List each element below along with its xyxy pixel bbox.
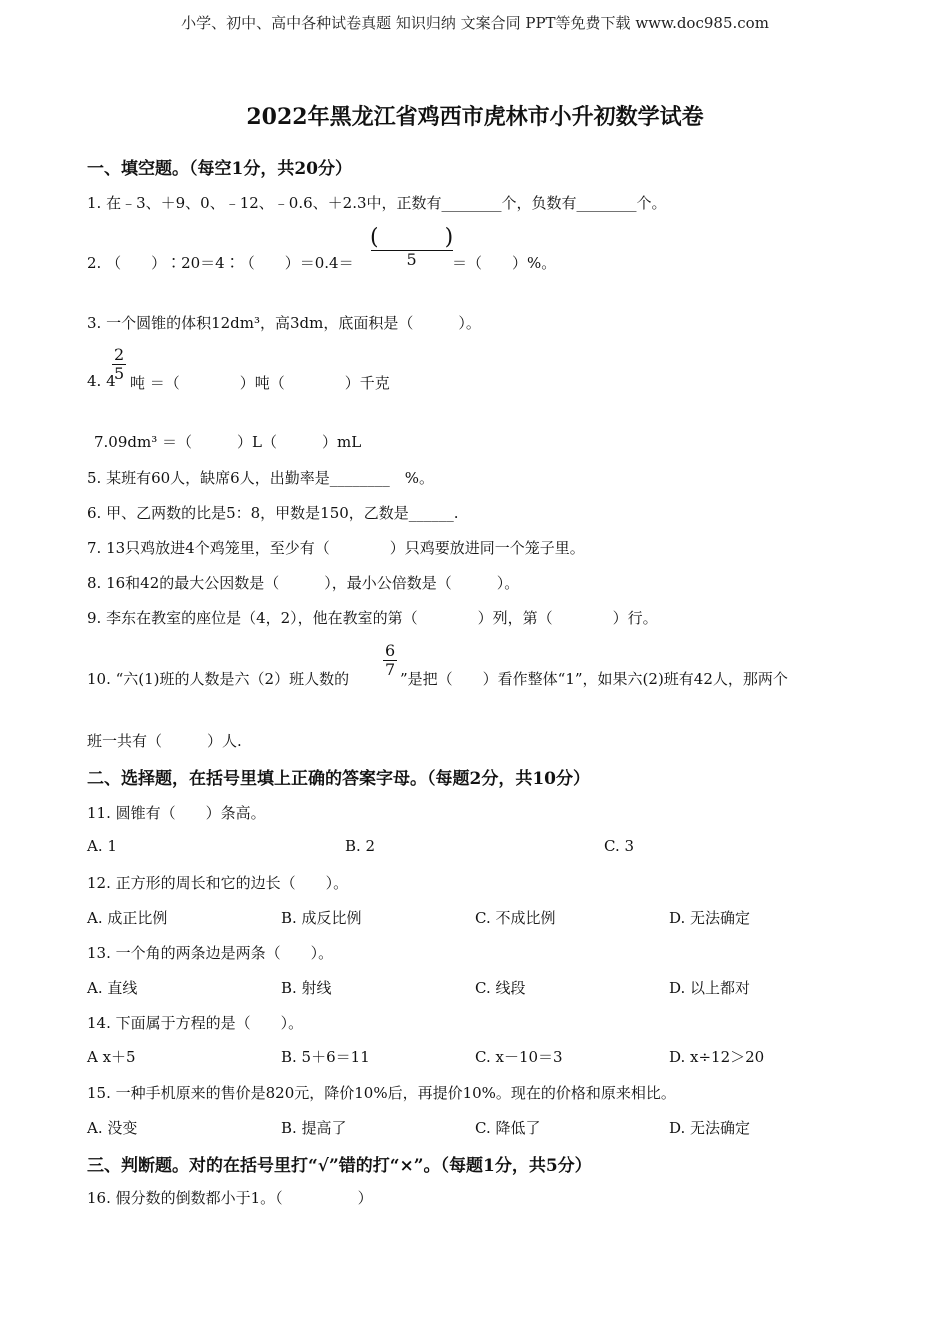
fraction-denominator: 5 [114, 363, 125, 383]
fraction-numerator: ( ) [370, 225, 454, 250]
question-13: 13. 一个角的两条边是两条（ ）。 [87, 944, 334, 962]
option-c: C. 线段 [475, 979, 526, 997]
question-4-prefix: 4. 4 [87, 372, 116, 390]
section-choice: 二、选择题，在括号里填上正确的答案字母。（每题2分，共10分） [87, 769, 590, 789]
question-16: 16. 假分数的倒数都小于1。（ ） [87, 1189, 373, 1207]
fraction-numerator: 2 [114, 345, 125, 364]
section-fill-blank: 一、填空题。（每空1分，共20分） [87, 159, 352, 179]
option-a: A. 没变 [87, 1119, 138, 1137]
option-c: C. 不成比例 [475, 909, 556, 927]
option-c: C. x－10＝3 [475, 1048, 563, 1066]
question-7: 7. 13只鸡放进4个鸡笼里，至少有（ ）只鸡要放进同一个笼子里。 [87, 539, 585, 557]
fraction-numerator: 6 [385, 641, 396, 660]
fraction-denominator: 7 [385, 659, 396, 679]
question-15: 15. 一种手机原来的售价是820元，降价10%后，再提价10%。现在的价格和原来相比。 [87, 1084, 676, 1102]
question-6: 6. 甲、乙两数的比是5：8，甲数是150，乙数是______. [87, 504, 459, 522]
option-b: B. 射线 [281, 979, 332, 997]
option-d: D. x÷12＞20 [669, 1048, 765, 1066]
question-8: 8. 16和42的最大公因数是（ ），最小公倍数是（ ）。 [87, 574, 520, 592]
question-4-line2: 7.09dm³ ＝（ ）L（ ）mL [94, 433, 362, 451]
question-3: 3. 一个圆锥的体积12dm³，高3dm，底面积是（ ）。 [87, 314, 481, 332]
option-b: B. 2 [345, 837, 376, 855]
question-2-fraction [368, 226, 455, 269]
option-b: B. 提高了 [281, 1119, 347, 1137]
question-4-rest: 吨 ＝（ ）吨（ ）千克 [130, 374, 390, 392]
page-header: 小学、初中、高中各种试卷真题 知识归纳 文案合同 PPT等免费下载 www.doc985.com [181, 14, 769, 32]
question-12: 12. 正方形的周长和它的边长（ ）。 [87, 874, 349, 892]
option-b: B. 5＋6＝11 [281, 1048, 370, 1066]
question-5: 5. 某班有60人，缺席6人，出勤率是________ %。 [87, 469, 434, 487]
option-c: C. 降低了 [475, 1119, 541, 1137]
section-true-false: 三、判断题。对的在括号里打“√”错的打“×”。（每题1分，共5分） [87, 1156, 592, 1176]
option-d: D. 以上都对 [669, 979, 751, 997]
question-14: 14. 下面属于方程的是（ ）。 [87, 1014, 304, 1032]
option-a: A. 1 [87, 837, 117, 855]
option-a: A. 直线 [87, 979, 138, 997]
question-11: 11. 圆锥有（ ）条高。 [87, 804, 266, 822]
option-a: A. 成正比例 [87, 909, 168, 927]
question-2-left: 2. （ ）∶20＝4∶（ ）＝0.4＝ [87, 254, 354, 272]
question-10-line2: 班一共有（ ）人. [87, 732, 242, 750]
question-10-fraction [383, 642, 397, 678]
question-2-right: ＝（ ）%。 [452, 254, 557, 272]
fraction-denominator: 5 [371, 250, 453, 269]
option-d: D. 无法确定 [669, 909, 751, 927]
question-10-rest: ”是把（ ）看作整体“1”，如果六(2)班有42人，那两个 [400, 670, 788, 688]
option-b: B. 成反比例 [281, 909, 362, 927]
option-a: A x＋5 [87, 1048, 136, 1066]
question-4-fraction [112, 346, 126, 382]
option-d: D. 无法确定 [669, 1119, 751, 1137]
question-1: 1. 在﹣3、＋9、0、﹣12、﹣0.6、＋2.3中，正数有________个，负数有________个。 [87, 194, 667, 212]
page-title: 2022年黑龙江省鸡西市虎林市小升初数学试卷 [246, 104, 704, 130]
question-9: 9. 李东在教室的座位是（4，2），他在教室的第（ ）列，第（ ）行。 [87, 609, 658, 627]
question-10-prefix: 10. “六(1)班的人数是六（2）班人数的 [87, 670, 350, 688]
option-c: C. 3 [604, 837, 635, 855]
